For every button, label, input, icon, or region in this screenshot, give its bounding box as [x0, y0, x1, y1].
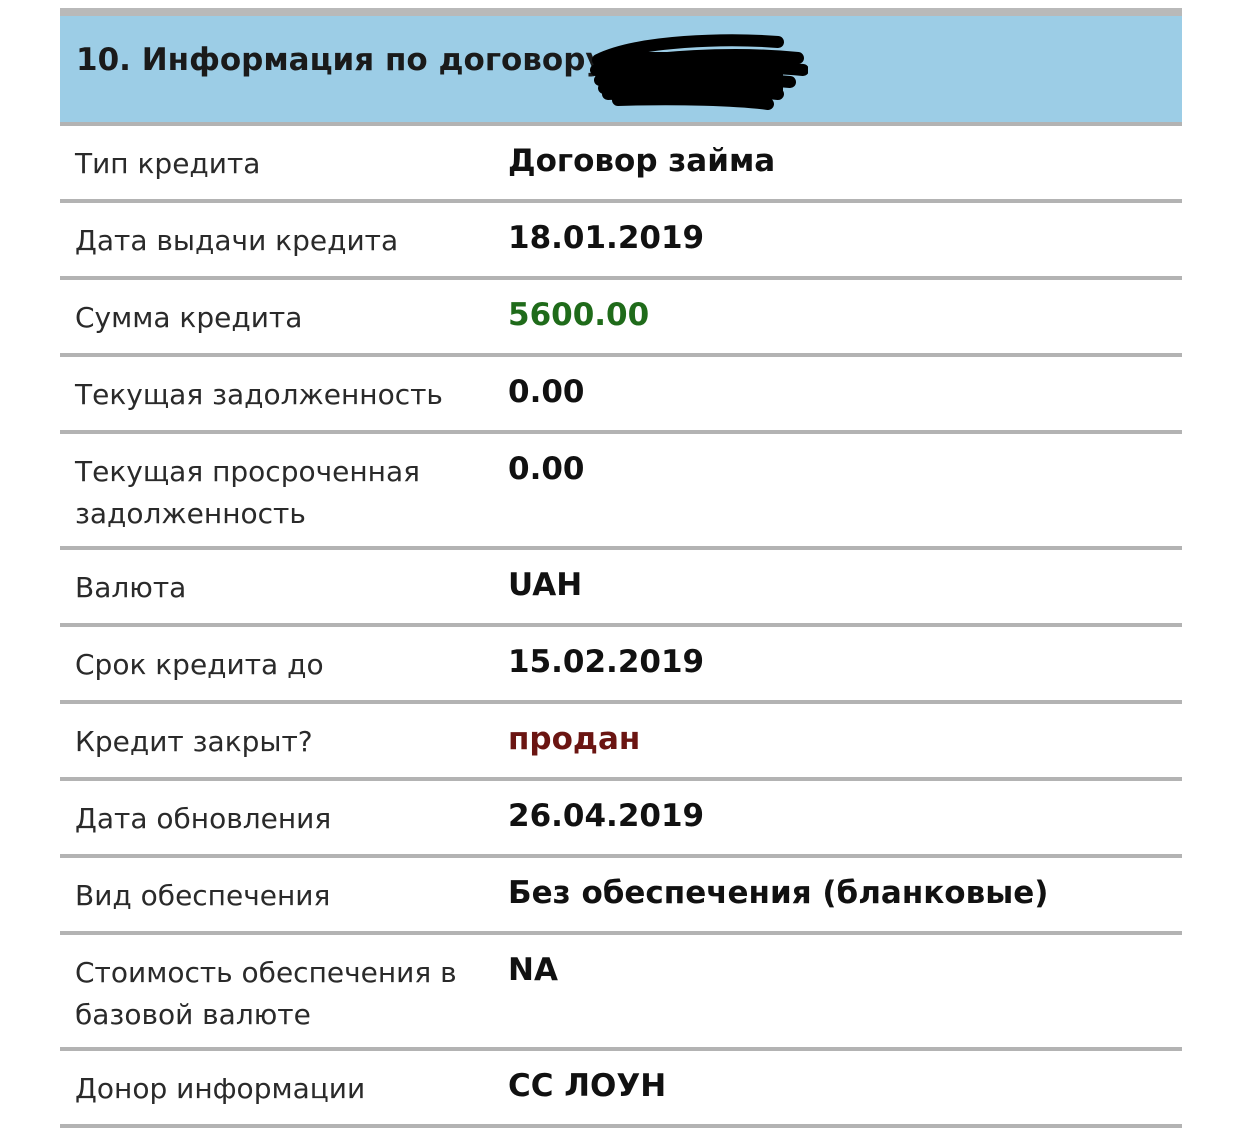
row-value: UAH [508, 567, 583, 603]
row-label: Текущая просроченная задолженность [75, 455, 420, 530]
redaction-scribble [578, 30, 808, 110]
row-value: 18.01.2019 [508, 220, 705, 256]
row-info-donor [60, 1051, 1182, 1128]
row-value: 15.02.2019 [508, 644, 705, 680]
section-title: 10. Информация по договору [76, 42, 606, 78]
row-value-amount: 5600.00 [508, 297, 650, 333]
row-currency [60, 550, 1182, 627]
row-collateral-value [60, 935, 1182, 1051]
contract-info-panel [60, 8, 1182, 1128]
row-current-debt [60, 357, 1182, 434]
row-collateral-type [60, 858, 1182, 935]
row-credit-type [60, 126, 1182, 203]
row-label: Тип кредита [75, 147, 261, 180]
row-credit-closed [60, 704, 1182, 781]
top-divider [60, 8, 1182, 16]
row-label: Сумма кредита [75, 301, 303, 334]
row-value: NA [508, 952, 558, 988]
row-label: Кредит закрыт? [75, 725, 313, 758]
row-label: Стоимость обеспечения в базовой валюте [75, 956, 457, 1031]
section-header [60, 16, 1182, 126]
row-label: Дата обновления [75, 802, 332, 835]
row-value: 0.00 [508, 451, 585, 487]
row-label: Дата выдачи кредита [75, 224, 399, 257]
row-value: СС ЛОУН [508, 1068, 667, 1104]
row-value: 0.00 [508, 374, 585, 410]
row-overdue-debt [60, 434, 1182, 550]
row-label: Вид обеспечения [75, 879, 331, 912]
row-issue-date [60, 203, 1182, 280]
row-label: Валюта [75, 571, 187, 604]
row-value-status: продан [508, 721, 641, 757]
row-label: Текущая задолженность [75, 378, 443, 411]
row-value: Без обеспечения (бланковые) [508, 875, 1049, 911]
row-label: Срок кредита до [75, 648, 324, 681]
row-value: Договор займа [508, 143, 776, 179]
row-credit-term [60, 627, 1182, 704]
row-value: 26.04.2019 [508, 798, 705, 834]
row-credit-amount [60, 280, 1182, 357]
row-update-date [60, 781, 1182, 858]
row-label: Донор информации [75, 1072, 366, 1105]
